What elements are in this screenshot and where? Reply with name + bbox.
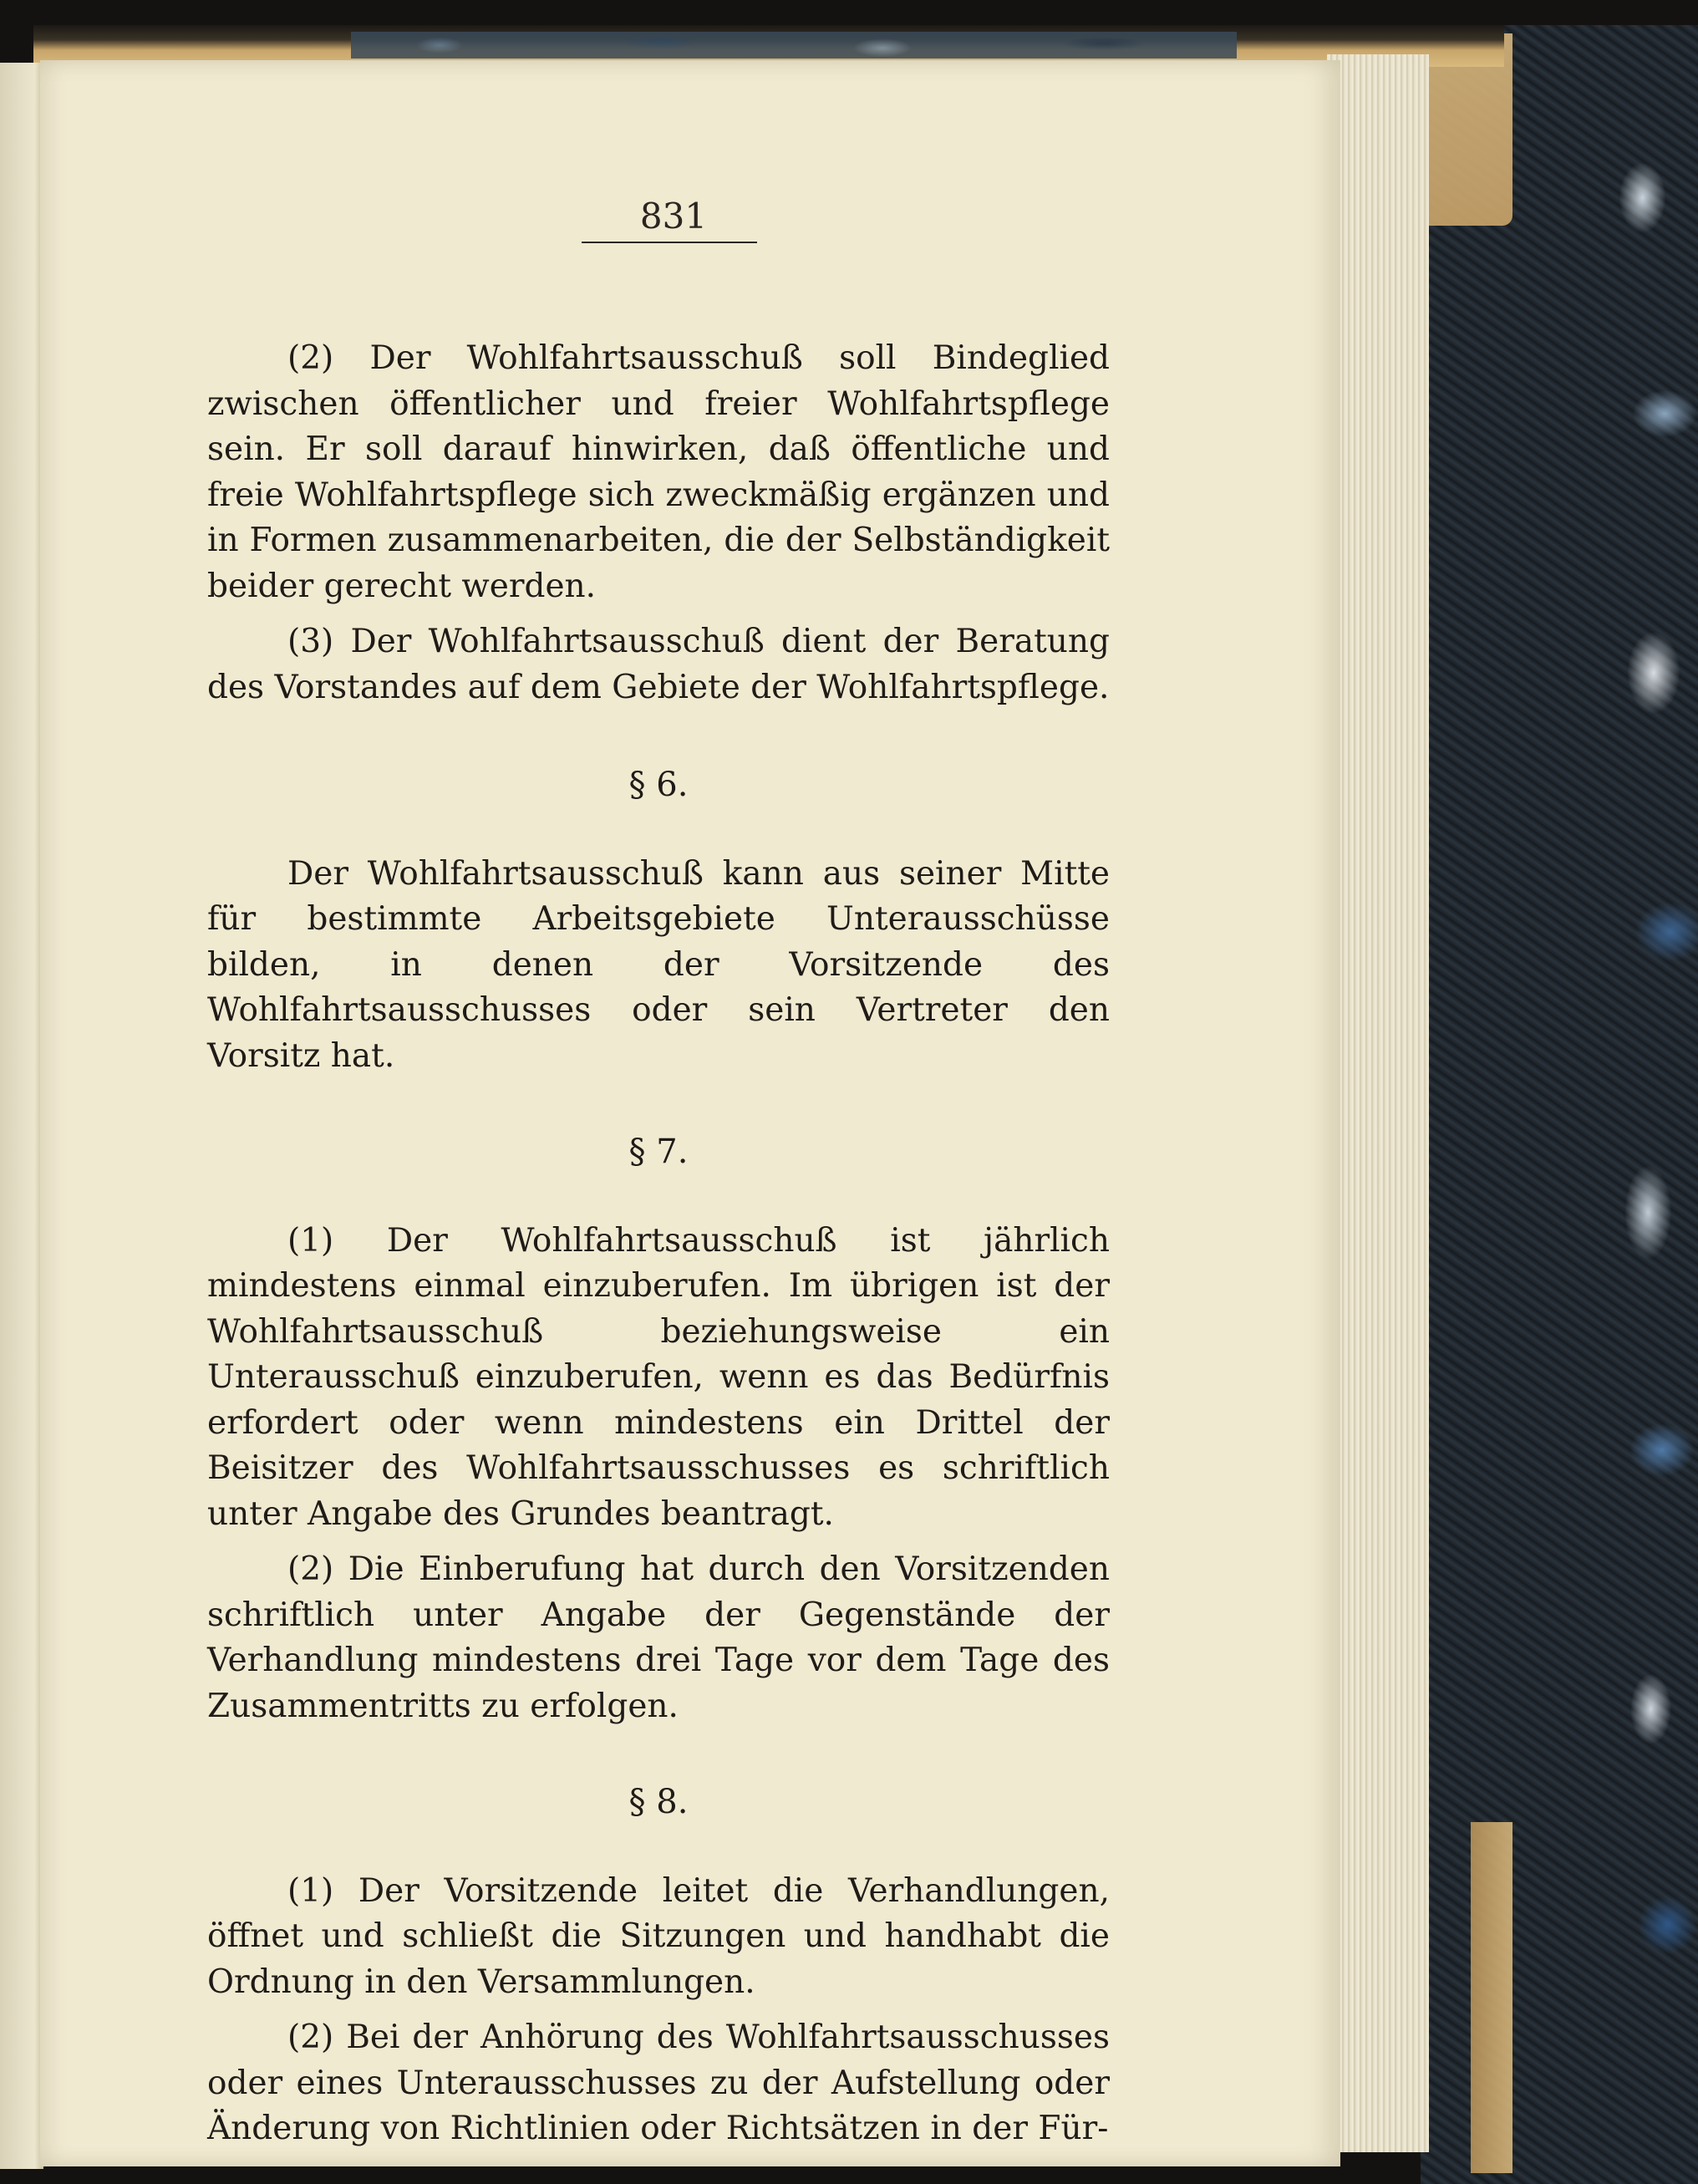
book-page [40,60,1340,2166]
section-heading: § 7. [628,1133,689,1171]
page-body [207,336,1110,2162]
paragraph: (2) Bei der Anhörung des Wohlfahrtsausschusses oder eines Unterausschusses zu der Aufstellung oder Änderung von Richtlinien oder Richtsätzen in der Für- [207,2019,1110,2147]
top-marble-strip [351,32,1237,59]
paragraph: (2) Der Wohlfahrtsausschuß soll Bindeglied zwischen öffentlicher und freier Wohlfahrtspflege sein. Er soll darauf hinwirken, daß öffentliche und freie Wohlfahrtspflege sich zweckmäßig ergänzen und in Formen zusammenarbeiten, die der Selbständigkeit beider gerecht werden. [207,339,1110,605]
page-number-rule [582,242,757,243]
page-number: 831 [639,196,708,237]
paragraph: (1) Der Vorsitzende leitet die Verhandlungen, öffnet und schließt die Sitzungen und handhabt die Ordnung in den Versammlungen. [207,1871,1110,2001]
paragraph: Der Wohlfahrtsausschuß kann aus seiner Mitte für bestimmte Arbeitsgebiete Unterausschüsse bilden, in denen der Vorsitzende des Wohlfahrtsausschusses oder sein Vertreter den Vorsitz hat. [207,854,1110,1075]
section-heading: § 8. [628,1783,689,1821]
page-edges [1327,54,1429,2152]
paragraph: (2) Die Einberufung hat durch den Vorsitzenden schriftlich unter Angabe der Gegenstände der Verhandlung mindestens drei Tage vor dem Tage des Zusammentritts zu erfolgen. [207,1550,1110,1725]
paragraph: (3) Der Wohlfahrtsausschuß dient der Beratung des Vorstandes auf dem Gebiete der Wohlfahrtspflege. [207,623,1110,706]
section-heading: § 6. [628,766,689,804]
marbled-cover [1421,25,1698,2184]
leather-spine-edge [1471,1822,1512,2173]
paragraph: (1) Der Wohlfahrtsausschuß ist jährlich mindestens einmal einzuberufen. Im übrigen ist der Wohlfahrtsausschuß beziehungsweise ein Unterausschuß einzuberufen, wenn es das Bedürfnis erfordert oder wenn mindestens ein Drittel der Beisitzer des Wohlfahrtsausschusses es schriftlich unter Angabe des Grundes beantragt. [207,1221,1110,1533]
left-page-edge [0,63,43,2169]
